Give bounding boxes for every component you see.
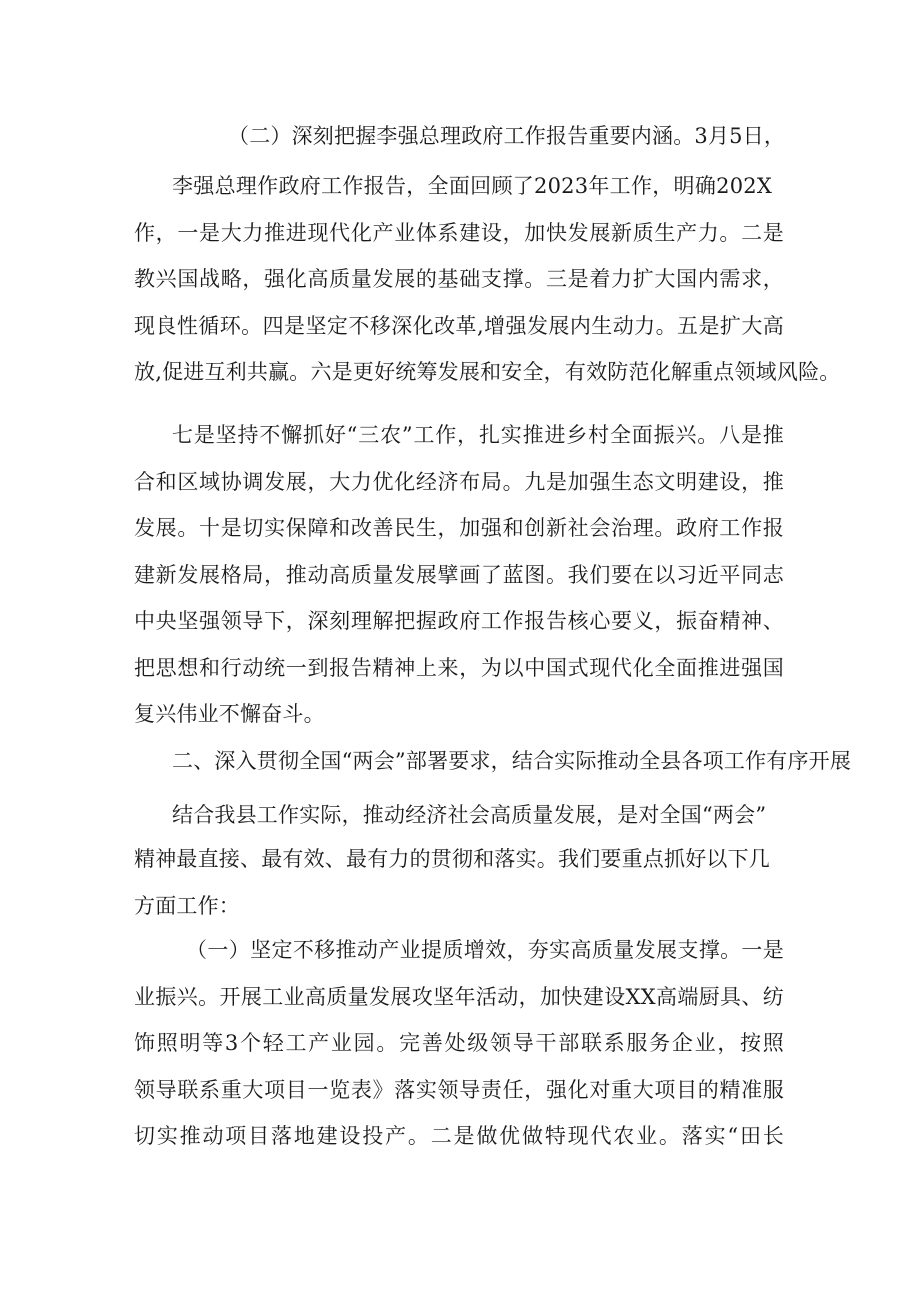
text-line: 建新发展格局，推动高质量发展擘画了蓝图。我们要在以习近平同志 <box>134 563 784 587</box>
text-line: 领导联系重大项目一览表》落实领导责任，强化对重大项目的精准服 <box>134 1078 784 1102</box>
text-line: 切实推动项目落地建设投产。二是做优做特现代农业。落实“田长 <box>134 1124 784 1148</box>
text-line: 发展。十是切实保障和改善民生，加强和创新社会治理。政府工作报 <box>134 516 784 540</box>
text-line: 饰照明等3个轻工产业园。完善处级领导干部联系服务企业，按照 <box>134 1031 784 1055</box>
section-heading-2: 二、深入贯彻全国“两会”部署要求，结合实际推动全县各项工作有序开展 <box>172 749 852 773</box>
text-line: 教兴国战略，强化高质量发展的基础支撑。三是着力扩大国内需求， <box>134 267 784 291</box>
text-line: 现良性循环。四是坚定不移深化改革,增强发展内生动力。五是扩大高 <box>134 314 784 338</box>
text-line: 放,促进互利共赢。六是更好统筹发展和安全，有效防范化解重点领域风险。 <box>134 360 841 384</box>
text-line: 中央坚强领导下，深刻理解把握政府工作报告核心要义，振奋精神、 <box>134 609 784 633</box>
section-heading-2-2: （二）深刻把握李强总理政府工作报告重要内涵。3月5日， <box>228 124 786 148</box>
text-line: 复兴伟业不懈奋斗。 <box>134 702 325 726</box>
text-line: 把思想和行动统一到报告精神上来，为以中国式现代化全面推进强国 <box>134 656 784 680</box>
text-line: 方面工作： <box>134 894 240 918</box>
text-line: 作，一是大力推进现代化产业体系建设，加快发展新质生产力。二是 <box>134 221 784 245</box>
text-line: 合和区域协调发展，大力优化经济布局。九是加强生态文明建设，推 <box>134 470 784 494</box>
text-line: （一）坚定不移推动产业提质增效，夯实高质量发展支撑。一是 <box>186 938 784 962</box>
text-line: 李强总理作政府工作报告，全面回顾了2023年工作，明确202X <box>172 174 772 198</box>
text-line: 七是坚持不懈抓好“三农”工作，扎实推进乡村全面振兴。八是推 <box>172 423 784 447</box>
text-line: 结合我县工作实际，推动经济社会高质量发展，是对全国“两会” <box>172 803 767 827</box>
text-line: 业振兴。开展工业高质量发展攻坚年活动，加快建设XX高端厨具、纺 <box>134 985 784 1009</box>
text-line: 精神最直接、最有效、最有力的贯彻和落实。我们要重点抓好以下几 <box>134 847 770 871</box>
